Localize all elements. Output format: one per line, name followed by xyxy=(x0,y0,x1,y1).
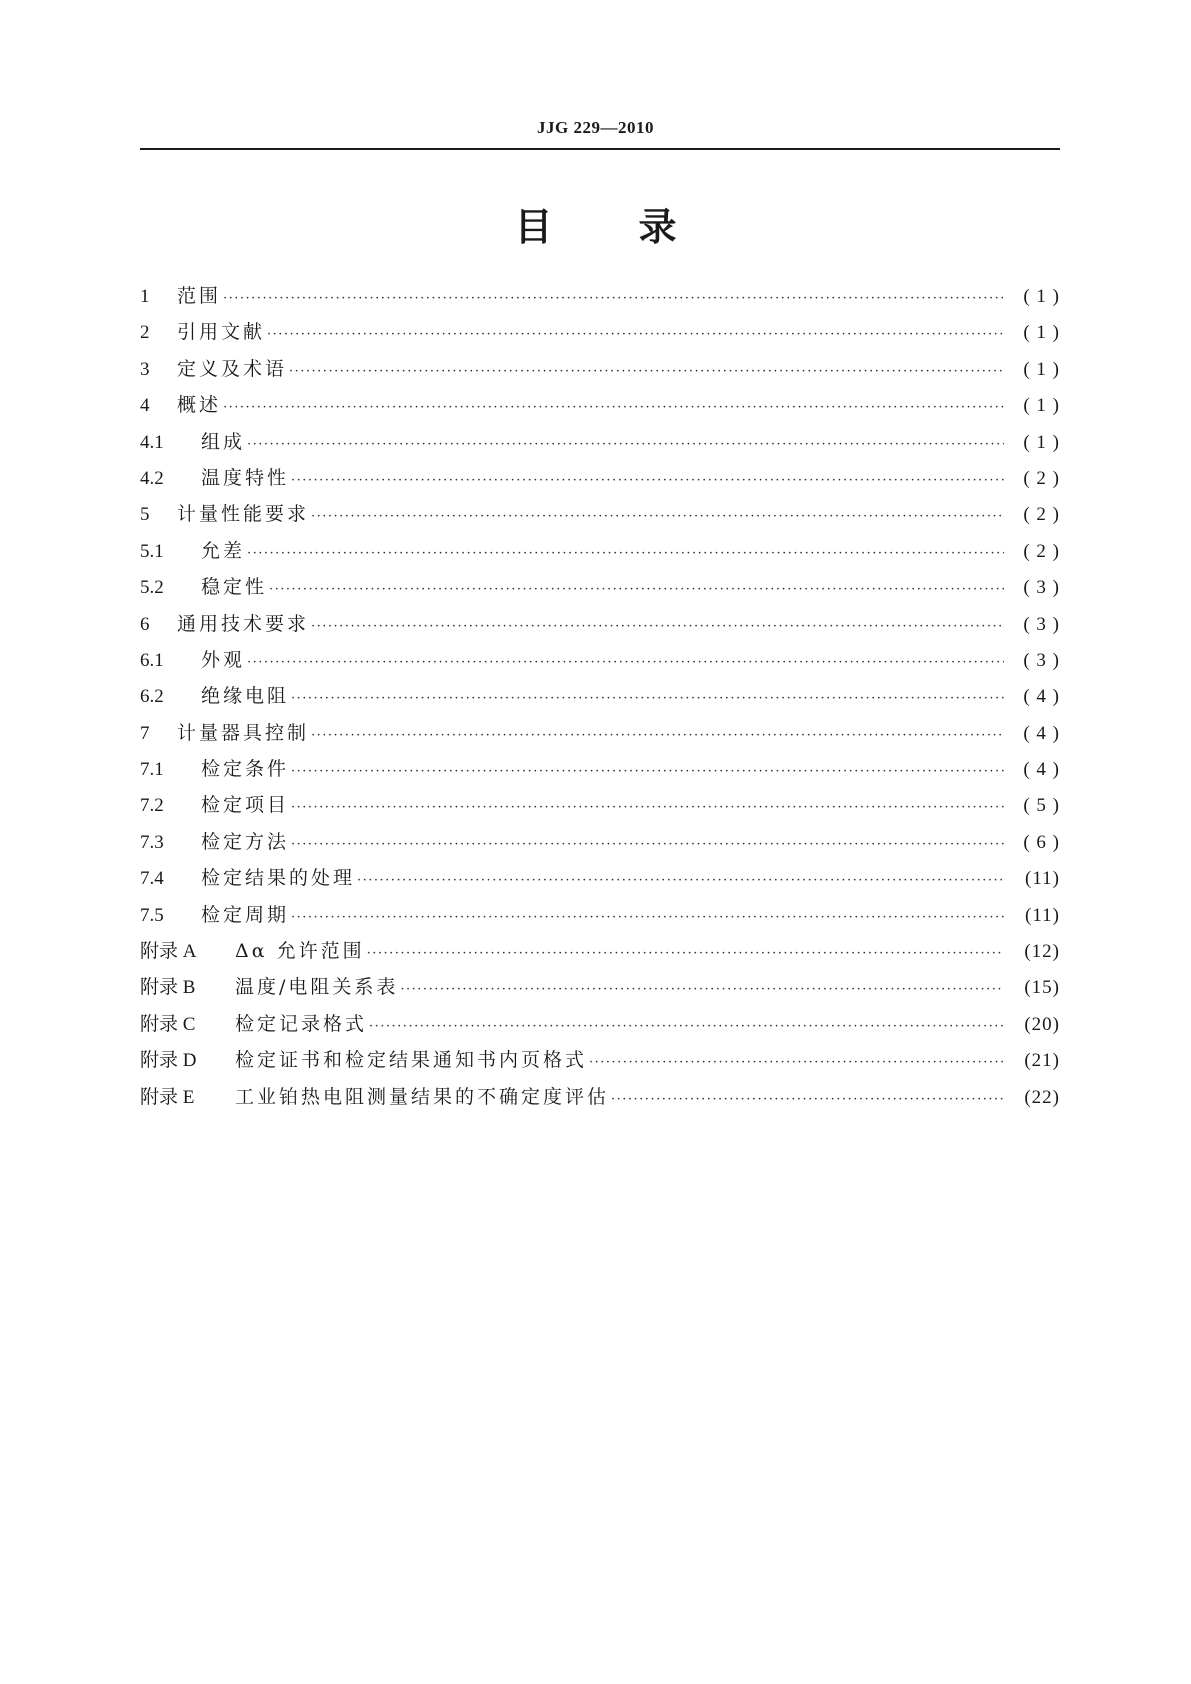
leader-dots xyxy=(369,1009,1004,1045)
leader-dots xyxy=(311,609,1004,645)
table-of-contents xyxy=(140,278,1060,1115)
toc-entry[interactable] xyxy=(140,897,1060,933)
toc-entry-page: ( 5 ) xyxy=(1023,795,1060,817)
leader-dots xyxy=(291,754,1004,790)
toc-entry[interactable] xyxy=(140,387,1060,423)
toc-entry-appendix[interactable] xyxy=(140,933,1060,969)
toc-entry-title: 检定周期 xyxy=(201,903,290,926)
toc-entry-appendix[interactable] xyxy=(140,1042,1060,1078)
toc-entry-page: (12) xyxy=(1024,941,1060,963)
toc-entry-page: (20) xyxy=(1024,1013,1060,1035)
leader-dots xyxy=(267,317,1004,353)
toc-entry-page: ( 3 ) xyxy=(1023,649,1060,671)
toc-entry[interactable] xyxy=(140,533,1060,569)
toc-entry-number: 附录 D xyxy=(140,1050,197,1072)
toc-entry-number: 7.2 xyxy=(140,795,164,817)
toc-entry-page: (22) xyxy=(1024,1086,1060,1108)
toc-entry-page: ( 2 ) xyxy=(1023,467,1060,489)
toc-title-char-2: 录 xyxy=(638,205,677,249)
toc-entry-title: 温度特性 xyxy=(201,466,290,489)
toc-entry-number: 4.1 xyxy=(140,431,164,453)
toc-entry-title: 检定记录格式 xyxy=(235,1012,368,1035)
toc-entry[interactable] xyxy=(140,424,1060,460)
toc-entry-title: 组成 xyxy=(201,430,246,453)
toc-entry-title: 检定条件 xyxy=(201,758,290,781)
toc-entry[interactable] xyxy=(140,569,1060,605)
toc-entry-page: (11) xyxy=(1025,868,1060,890)
leader-dots xyxy=(289,354,1004,390)
toc-entry-title: 检定项目 xyxy=(201,794,290,817)
toc-entry-page: (15) xyxy=(1024,977,1060,999)
toc-entry-number: 7 xyxy=(140,722,150,744)
toc-entry-number: 5.2 xyxy=(140,577,164,599)
toc-entry-page: ( 4 ) xyxy=(1023,759,1060,781)
toc-entry[interactable] xyxy=(140,751,1060,787)
toc-entry[interactable] xyxy=(140,715,1060,751)
toc-entry-number: 附录 C xyxy=(140,1013,196,1035)
leader-dots xyxy=(223,281,1004,317)
toc-entry-title: 绝缘电阻 xyxy=(201,685,290,708)
leader-dots xyxy=(589,1045,1004,1081)
toc-entry-number: 附录 E xyxy=(140,1086,195,1108)
toc-entry-page: ( 3 ) xyxy=(1023,577,1060,599)
document-code-header: JJG 229—2010 xyxy=(537,118,654,137)
toc-entry-title: 定义及术语 xyxy=(177,357,288,380)
toc-entry-number: 5.1 xyxy=(140,540,164,562)
leader-dots xyxy=(400,972,1004,1008)
leader-dots xyxy=(223,390,1004,426)
toc-entry-title: 概述 xyxy=(177,394,222,417)
toc-entry-title: 引用文献 xyxy=(177,321,266,344)
toc-entry-page: ( 1 ) xyxy=(1023,358,1060,380)
toc-entry-title: 检定证书和检定结果通知书内页格式 xyxy=(235,1049,588,1072)
toc-entry-page: ( 1 ) xyxy=(1023,322,1060,344)
leader-dots xyxy=(291,900,1004,936)
leader-dots xyxy=(311,499,1004,535)
toc-entry[interactable] xyxy=(140,606,1060,642)
toc-entry-number: 6.2 xyxy=(140,686,164,708)
toc-entry-number: 7.4 xyxy=(140,868,164,890)
toc-entry-number: 6 xyxy=(140,613,150,635)
toc-entry-number: 2 xyxy=(140,322,150,344)
toc-entry-title: 计量性能要求 xyxy=(177,503,310,526)
toc-entry-title: 检定方法 xyxy=(201,830,290,853)
toc-entry-page: (11) xyxy=(1025,904,1060,926)
leader-dots xyxy=(311,718,1004,754)
toc-entry-title: 稳定性 xyxy=(201,576,268,599)
leader-dots xyxy=(367,936,1004,972)
toc-entry-appendix[interactable] xyxy=(140,1079,1060,1115)
toc-entry-number: 5 xyxy=(140,504,150,526)
toc-entry-number: 7.5 xyxy=(140,904,164,926)
toc-entry-appendix[interactable] xyxy=(140,969,1060,1005)
toc-entry-appendix[interactable] xyxy=(140,1006,1060,1042)
leader-dots xyxy=(291,463,1004,499)
toc-entry-title: 计量器具控制 xyxy=(177,721,310,744)
toc-entry-page: ( 4 ) xyxy=(1023,686,1060,708)
toc-entry-number: 1 xyxy=(140,286,150,307)
toc-entry-number: 7.3 xyxy=(140,831,164,853)
toc-entry-number: 7.1 xyxy=(140,759,164,781)
toc-entry-page: ( 3 ) xyxy=(1023,613,1060,635)
toc-entry-title: Δα 允许范围 xyxy=(235,940,365,963)
toc-entry-title: 通用技术要求 xyxy=(177,612,310,635)
toc-title-char-1: 目 xyxy=(514,205,553,249)
toc-entry[interactable] xyxy=(140,314,1060,350)
leader-dots xyxy=(247,536,1004,572)
toc-entry-number: 6.1 xyxy=(140,649,164,671)
toc-entry[interactable] xyxy=(140,278,1060,314)
toc-entry[interactable] xyxy=(140,824,1060,860)
leader-dots xyxy=(269,572,1004,608)
toc-entry-number: 4 xyxy=(140,395,150,417)
toc-entry-title: 外观 xyxy=(201,648,246,671)
toc-entry-page: ( 2 ) xyxy=(1023,504,1060,526)
toc-entry-number: 附录 B xyxy=(140,977,196,999)
toc-entry[interactable] xyxy=(140,496,1060,532)
toc-entry-number: 4.2 xyxy=(140,467,164,489)
toc-entry[interactable] xyxy=(140,787,1060,823)
toc-entry-page: (21) xyxy=(1024,1050,1060,1072)
toc-entry-page: ( 1 ) xyxy=(1023,395,1060,417)
toc-entry-title: 范围 xyxy=(177,285,222,307)
toc-entry-page: ( 1 ) xyxy=(1023,286,1060,307)
toc-entry-page: ( 6 ) xyxy=(1023,831,1060,853)
leader-dots xyxy=(247,645,1004,681)
leader-dots xyxy=(291,790,1004,826)
toc-entry-title: 允差 xyxy=(201,539,246,562)
toc-entry-title: 工业铂热电阻测量结果的不确定度评估 xyxy=(235,1085,610,1108)
toc-entry-title: 温度/电阻关系表 xyxy=(235,976,399,999)
toc-entry[interactable] xyxy=(140,460,1060,496)
toc-entry-title: 检定结果的处理 xyxy=(201,867,356,890)
toc-entry-page: ( 4 ) xyxy=(1023,722,1060,744)
toc-entry-page: ( 1 ) xyxy=(1023,431,1060,453)
toc-entry-page: ( 2 ) xyxy=(1023,540,1060,562)
header-rule xyxy=(140,148,1060,150)
toc-entry[interactable] xyxy=(140,678,1060,714)
leader-dots xyxy=(247,427,1004,463)
leader-dots xyxy=(291,827,1004,863)
toc-title xyxy=(0,196,1191,251)
toc-entry-number: 3 xyxy=(140,358,150,380)
toc-entry[interactable] xyxy=(140,642,1060,678)
leader-dots xyxy=(291,681,1004,717)
leader-dots xyxy=(357,863,1004,899)
toc-entry[interactable] xyxy=(140,860,1060,896)
toc-entry-number: 附录 A xyxy=(140,941,197,963)
toc-entry[interactable] xyxy=(140,351,1060,387)
leader-dots xyxy=(611,1082,1004,1118)
